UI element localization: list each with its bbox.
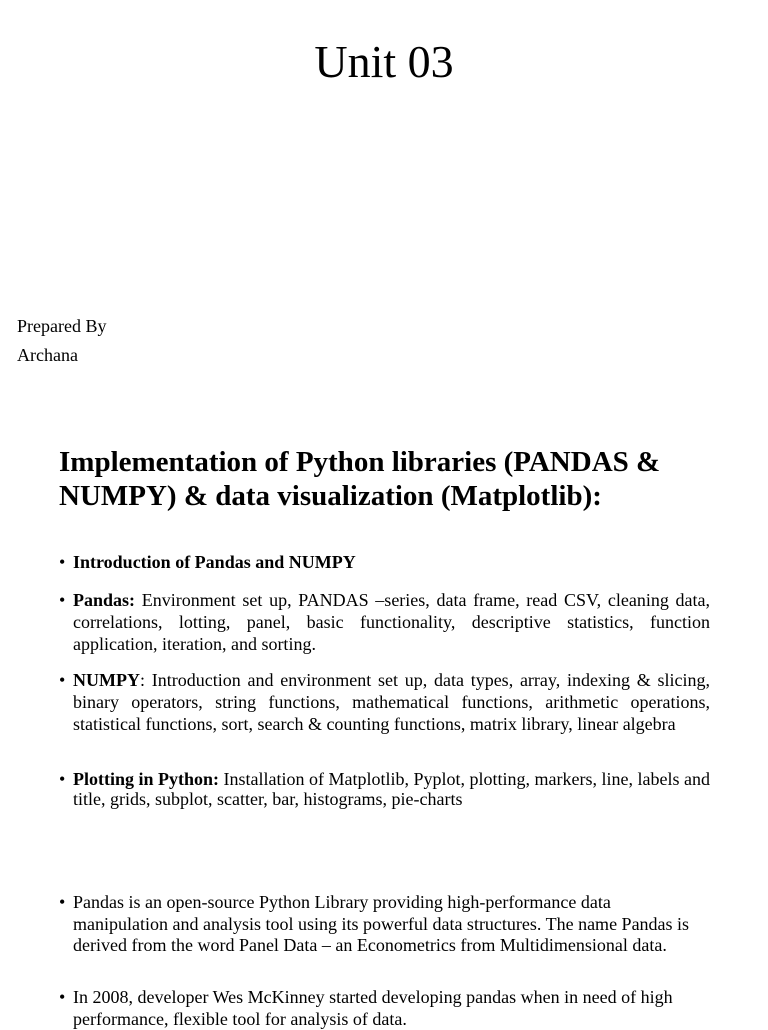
list-item <box>59 551 710 573</box>
bullet-icon: • <box>59 552 66 572</box>
list-item <box>59 892 710 957</box>
item-bold-text: NUMPY <box>73 670 140 690</box>
item-bold-text: Pandas: <box>73 590 136 610</box>
item-text: : Introduction and environment set up, data types, array, indexing & slicing, binary operators, string functions, mathematical functions, arithmetic operations, statistical functions, sort, search & counting functions, matrix library, linear algebra <box>73 670 710 734</box>
item-bold-text: Plotting in Python: <box>73 769 220 789</box>
prepared-by-label: Prepared By <box>17 316 107 336</box>
bullet-icon: • <box>59 670 66 690</box>
item-text: Environment set up, PANDAS –series, data frame, read CSV, cleaning data, correlations, lotting, panel, basic functionality, descriptive statistics, function application, iteration, and sorting. <box>73 590 710 654</box>
list-item <box>59 769 710 809</box>
slide-title: Unit 03 <box>314 36 454 87</box>
list-item <box>59 669 710 735</box>
item-text: In 2008, developer Wes McKinney started developing pandas when in need of high performance, flexible tool for analysis of data. <box>73 987 673 1029</box>
bullet-icon: • <box>59 769 66 789</box>
bullet-icon: • <box>59 590 66 610</box>
bullet-icon: • <box>59 892 66 912</box>
list-item <box>59 589 710 655</box>
item-bold-text: Introduction of Pandas and NUMPY <box>73 552 356 572</box>
bullet-icon: • <box>59 987 66 1007</box>
item-text: Installation of Matplotlib, Pyplot, plotting, markers, line, labels and title, grids, subplot, scatter, bar, histograms, pie-charts <box>73 769 710 809</box>
section-heading: Implementation of Python libraries (PANDAS & NUMPY) & data visualization (Matplotlib): <box>59 446 661 512</box>
item-text: Pandas is an open-source Python Library providing high-performance data manipulation and analysis tool using its powerful data structures. The name Pandas is derived from the word Panel Data – an Econometrics from Multidimensional data. <box>73 892 690 955</box>
author-name: Archana <box>17 345 78 365</box>
